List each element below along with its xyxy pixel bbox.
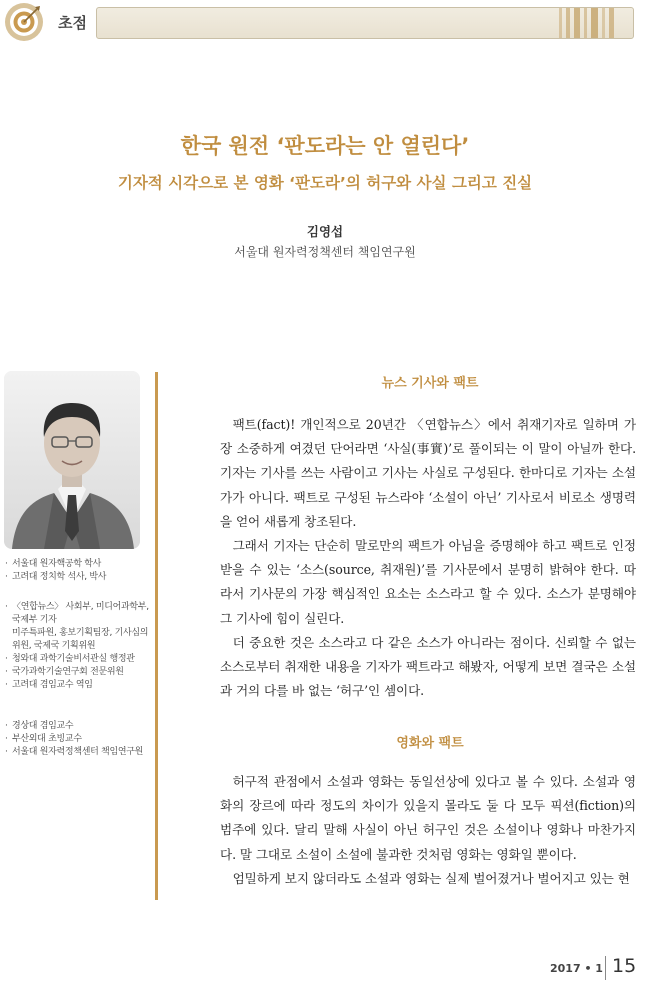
author-bio-education [4,558,150,584]
author-bio-current [4,720,150,759]
author-bio-career [4,601,150,692]
author-name: 김영섭 [306,224,344,239]
section-label: 초점 [58,14,87,32]
bio-item: · 경상대 겸임교수 [4,720,150,733]
paragraph: 엄밀하게 보지 않더라도 소설과 영화는 실제 벌어졌거나 벌어지고 있는 현 [232,870,630,886]
bio-item: · 〈연합뉴스〉 사회부, 미디어과학부, 국제부 기자 [4,601,150,627]
bio-item: · 부산외대 초빙교수 [4,733,150,746]
bio-item: · 서울대 원자력정책센터 책임연구원 [4,746,150,759]
bio-item: · 국가과학기술연구회 전문위원 [4,666,150,679]
paragraph: 팩트(fact)! 개인적으로 20년간 〈연합뉴스〉에서 취재기자로 일하며 가장 소중하게 여겼던 단어라면 ‘사실(事實)’로 풀이되는 이 말이 아닐까 한다. 기자는 기사를 쓰는 사람이고 기사는 사실로 구성된다. 한마디로 기자는 소설가가 아니다. 팩트로 구성된 뉴스라야 ‘소설이 아닌’ 기사로서 비로소 생명력을 얻어 새롭게 창조된다. [220,417,636,529]
author-photo [4,371,140,549]
bio-item: · 서울대 원자핵공학 학사 [4,558,150,571]
target-icon [4,2,44,42]
bio-item-continued: 미주특파원, 홍보기획팀장, 기사심의 [12,628,149,638]
issue-date: 2017 • 1 [550,962,603,975]
bio-item-continued: 위원, 국제국 기획위원 [12,641,96,651]
footer-divider [605,956,606,980]
bio-item: · 고려대 정치학 석사, 박사 [4,571,150,584]
column-divider [155,372,158,900]
page-number: 15 [612,955,637,977]
section-heading: 영화와 팩트 [396,736,464,751]
paragraph: 허구적 관점에서 소설과 영화는 동일선상에 있다고 볼 수 있다. 소설과 영화의 장르에 따라 정도의 차이가 있을지 몰라도 둘 다 모두 픽션(fiction)의 범주에 있다. 달리 말해 사실이 아닌 허구인 것은 소설이나 영화나 마찬가지다. 말 그대로 소설이 소설에 불과한 것처럼 영화는 영화일 뿐이다. [220,774,636,862]
header-bar [96,7,634,39]
paragraph: 그래서 기자는 단순히 말로만의 팩트가 아님을 증명해야 하고 팩트로 인정받을 수 있는 ‘소스(source, 취재원)’를 기사문에서 분명히 밝혀야 한다. 따라서 기사문의 가장 핵심적인 요소는 소스라고 할 수 있다. 소스가 분명해야 그 기사에 힘이 실린다. [220,538,636,626]
bio-item: · 청와대 과학기술비서관실 행정관 [4,653,150,666]
section-body [220,413,636,703]
bio-item: · 고려대 겸임교수 역임 [4,679,150,692]
article-subtitle: 기자적 시각으로 본 영화 ‘판도라’의 허구와 사실 그리고 진실 [117,174,533,192]
article-title: 한국 원전 ‘판도라는 안 열린다’ [180,134,470,158]
header-stripes [553,8,633,38]
section-heading: 뉴스 기사와 팩트 [381,376,479,391]
section-body [220,770,636,891]
author-affiliation: 서울대 원자력정책센터 책임연구원 [234,245,416,259]
paragraph: 더 중요한 것은 소스라고 다 같은 소스가 아니라는 점이다. 신뢰할 수 없는 소스로부터 취재한 내용을 기자가 팩트라고 해봤자, 어떻게 보면 결국은 소설과 거의 다를 바 없는 ‘허구’인 셈이다. [220,634,636,699]
